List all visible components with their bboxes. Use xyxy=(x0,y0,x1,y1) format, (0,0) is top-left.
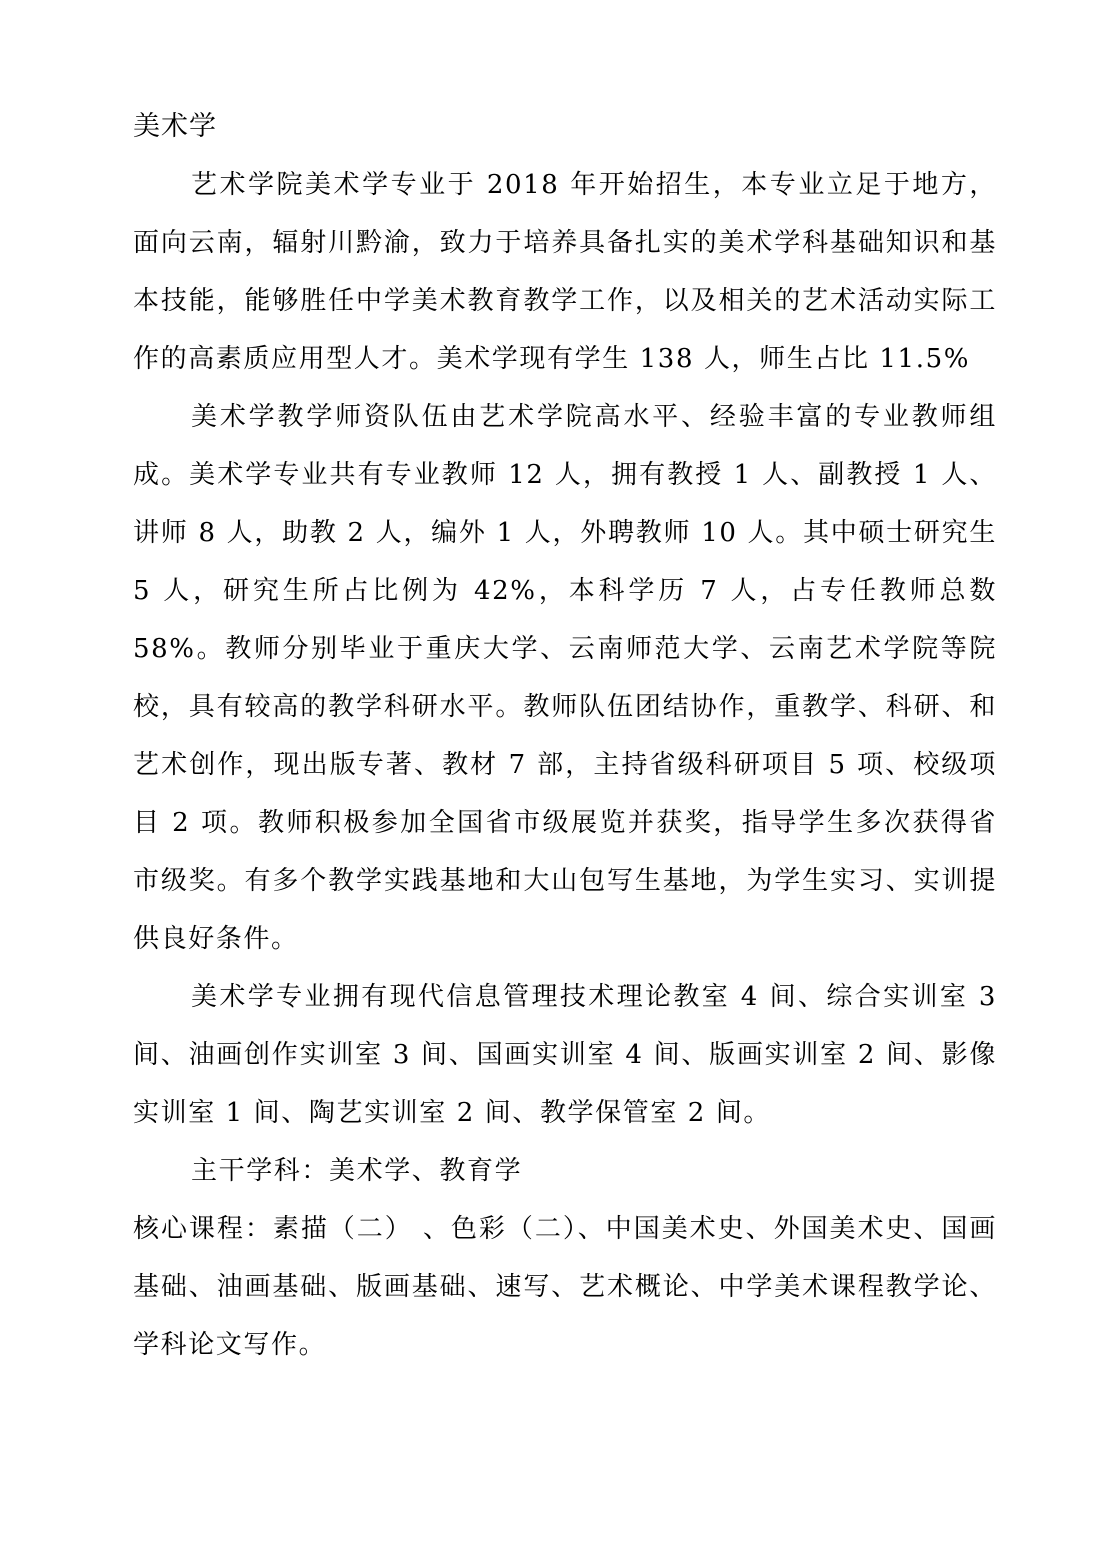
paragraph-intro: 艺术学院美术学专业于 2018 年开始招生，本专业立足于地方，面向云南，辐射川黔渝，致力于培养具备扎实的美术学科基础知识和基本技能，能够胜任中学美术教育教学工作，以及相关的艺术活动实际工作的高素质应用型人才。美术学现有学生 138 人，师生占比 11.5% xyxy=(133,170,997,374)
paragraph-core-courses: 核心课程：素描（二） 、色彩（二）、中国美术史、外国美术史、国画基础、油画基础、版画基础、速写、艺术概论、中学美术课程教学论、学科论文写作。 xyxy=(133,1214,997,1360)
document-title: 美术学 xyxy=(133,111,217,142)
document-page xyxy=(133,98,997,1374)
paragraph-faculty: 美术学教学师资队伍由艺术学院高水平、经验丰富的专业教师组成。美术学专业共有专业教师 12 人，拥有教授 1 人、副教授 1 人、讲师 8 人，助教 2 人，编外 1 人，外聘教师 10 人。其中硕士研究生 5 人，研究生所占比例为 42%，本科学历 7 人，占专任教师总数 58%。教师分别毕业于重庆大学、云南师范大学、云南艺术学院等院校，具有较高的教学科研水平。教师队伍团结协作，重教学、科研、和艺术创作，现出版专著、教材 7 部，主持省级科研项目 5 项、校级项目 2 项。教师积极参加全国省市级展览并获奖，指导学生多次获得省市级奖。有多个教学实践基地和大山包写生基地，为学生实习、实训提供良好条件。 xyxy=(133,402,997,954)
paragraph-facilities: 美术学专业拥有现代信息管理技术理论教室 4 间、综合实训室 3 间、油画创作实训室 3 间、国画实训室 4 间、版画实训室 2 间、影像实训室 1 间、陶艺实训室 2 间、教学保管室 2 间。 xyxy=(133,982,997,1128)
paragraph-main-disciplines: 主干学科：美术学、教育学 xyxy=(191,1156,523,1186)
